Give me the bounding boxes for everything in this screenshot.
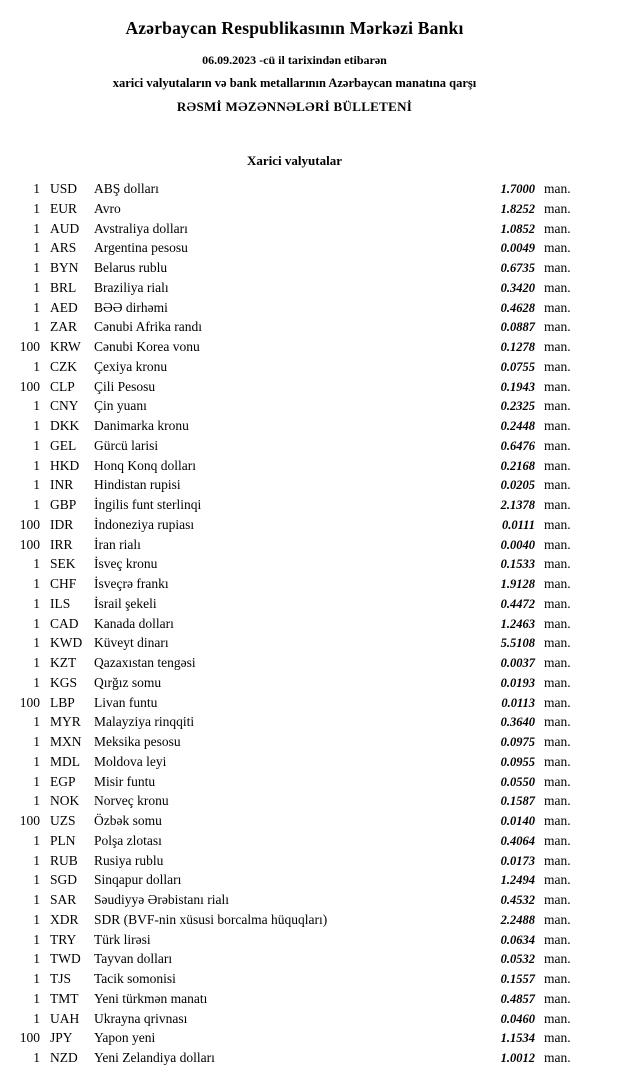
quantity-cell: 100: [19, 536, 40, 552]
quantity-cell: 1: [33, 437, 40, 453]
unit-cell: man.: [544, 1050, 571, 1065]
rate-value-cell: 0.4628: [500, 300, 535, 315]
rate-value-cell: 0.4857: [500, 991, 535, 1006]
currency-name-cell: Avro: [94, 200, 121, 216]
currency-name-cell: İran rialı: [94, 536, 141, 552]
currency-name-cell: Gürcü larisi: [94, 437, 159, 453]
quantity-cell: 100: [19, 1030, 40, 1046]
quantity-cell: 100: [19, 813, 40, 828]
unit-cell: man.: [544, 694, 571, 710]
currency-code-cell: KZT: [50, 655, 77, 670]
rate-value-cell: 0.0111: [502, 517, 535, 532]
quantity-cell: 1: [33, 595, 40, 611]
table-row: [14, 554, 575, 574]
currency-code-cell: TMT: [50, 990, 79, 1006]
rate-value-cell: 0.2168: [500, 458, 535, 473]
table-row: [14, 633, 575, 653]
currency-code-cell: DKK: [50, 418, 80, 433]
table-row: [14, 969, 575, 989]
rate-value-cell: 1.8252: [500, 201, 535, 216]
currency-name-cell: Rusiya rublu: [94, 852, 164, 868]
rate-value-cell: 1.7000: [500, 182, 535, 196]
quantity-cell: 1: [33, 734, 40, 749]
unit-cell: man.: [544, 734, 571, 749]
currency-name-cell: Küveyt dinarı: [94, 635, 169, 651]
table-row: [14, 851, 575, 871]
currency-name-cell: Özbək somu: [94, 813, 162, 828]
unit-cell: man.: [544, 319, 571, 335]
rate-value-cell: 0.4064: [500, 833, 535, 848]
table-row: [14, 1048, 575, 1068]
currency-code-cell: EGP: [50, 773, 76, 789]
quantity-cell: 1: [33, 852, 40, 868]
currency-name-cell: İsveç kronu: [94, 556, 158, 572]
table-row: [14, 772, 575, 792]
rate-value-cell: 0.0460: [500, 1011, 535, 1026]
unit-cell: man.: [544, 872, 571, 888]
currency-name-cell: Kanada dolları: [94, 615, 174, 631]
quantity-cell: 1: [33, 556, 40, 572]
currency-name-cell: Yeni türkmən manatı: [94, 990, 208, 1006]
currency-name-cell: İsveçrə frankı: [94, 576, 169, 591]
rate-value-cell: 0.1533: [500, 557, 535, 572]
rate-value-cell: 1.1534: [500, 1031, 535, 1046]
currency-name-cell: SDR (BVF-nin xüsusi borcalma hüquqları): [94, 911, 328, 927]
table-row: [14, 515, 575, 535]
table-row: [14, 238, 575, 258]
quantity-cell: 1: [33, 1050, 40, 1065]
table-row: [14, 949, 575, 969]
rate-value-cell: 0.3420: [500, 280, 535, 295]
quantity-cell: 1: [33, 497, 40, 512]
rate-value-cell: 0.0532: [500, 952, 535, 967]
currency-name-cell: Ukrayna qrivnası: [94, 1010, 188, 1026]
unit-cell: man.: [544, 260, 571, 275]
currency-code-cell: XDR: [50, 911, 79, 927]
rate-value-cell: 0.0955: [500, 754, 535, 769]
unit-cell: man.: [544, 378, 571, 394]
rate-value-cell: 0.1943: [500, 379, 535, 394]
currency-code-cell: UAH: [50, 1010, 80, 1026]
currency-name-cell: Türk lirəsi: [94, 931, 151, 947]
unit-cell: man.: [544, 477, 571, 493]
currency-code-cell: BYN: [50, 260, 79, 275]
currency-name-cell: Polşa zlotası: [94, 832, 162, 848]
rate-value-cell: 0.0049: [500, 241, 535, 256]
quantity-cell: 1: [33, 358, 40, 374]
subtitle-line-2: RƏSMİ MƏZƏNNƏLƏRİ BÜLLETENİ: [176, 99, 413, 114]
currency-name-cell: İndoneziya rupiası: [94, 516, 195, 532]
rate-value-cell: 0.0634: [500, 932, 535, 947]
currency-code-cell: TRY: [50, 931, 77, 947]
unit-cell: man.: [544, 576, 571, 591]
unit-cell: man.: [544, 398, 571, 414]
table-row: [14, 574, 575, 594]
unit-cell: man.: [544, 714, 571, 730]
rate-value-cell: 0.0113: [501, 695, 535, 710]
rate-value-cell: 0.4532: [500, 893, 535, 907]
currency-name-cell: Argentina pesosu: [94, 240, 188, 256]
rate-value-cell: 0.3640: [500, 715, 535, 730]
currency-code-cell: IRR: [50, 536, 73, 552]
quantity-cell: 1: [33, 181, 40, 196]
quantity-cell: 1: [33, 714, 40, 730]
currency-code-cell: HKD: [50, 457, 80, 473]
unit-cell: man.: [544, 1030, 571, 1046]
table-row: [14, 377, 575, 397]
currency-code-cell: CHF: [50, 576, 77, 591]
rate-value-cell: 0.0205: [500, 478, 535, 493]
currency-name-cell: Çexiya kronu: [94, 358, 168, 374]
quantity-cell: 100: [19, 516, 40, 532]
table-row: [14, 693, 575, 713]
quantity-cell: 1: [33, 872, 40, 888]
unit-cell: man.: [544, 1010, 571, 1026]
rate-value-cell: 1.0012: [500, 1051, 535, 1065]
currency-code-cell: PLN: [50, 832, 76, 848]
currency-name-cell: BƏƏ dirhəmi: [94, 299, 168, 315]
unit-cell: man.: [544, 813, 571, 828]
currency-code-cell: KRW: [50, 339, 81, 354]
quantity-cell: 1: [33, 240, 40, 256]
unit-cell: man.: [544, 181, 571, 196]
rate-value-cell: 0.0040: [500, 537, 535, 552]
quantity-cell: 1: [33, 793, 40, 809]
quantity-cell: 1: [33, 615, 40, 631]
rate-value-cell: 0.1557: [500, 972, 535, 986]
unit-cell: man.: [544, 536, 571, 552]
unit-cell: man.: [544, 990, 571, 1006]
rates-table: [14, 179, 575, 1068]
currency-name-cell: Honq Konq dolları: [94, 457, 196, 473]
table-row: [14, 436, 575, 456]
currency-code-cell: INR: [50, 477, 74, 493]
quantity-cell: 1: [33, 299, 40, 315]
quantity-cell: 1: [33, 931, 40, 947]
rate-value-cell: 1.2494: [500, 873, 535, 888]
unit-cell: man.: [544, 516, 571, 532]
currency-name-cell: Braziliya rialı: [94, 279, 169, 295]
quantity-cell: 1: [33, 418, 40, 433]
quantity-cell: 1: [33, 260, 40, 275]
table-row: [14, 989, 575, 1009]
currency-name-cell: Çin yuanı: [94, 398, 147, 414]
rate-value-cell: 1.9128: [500, 577, 535, 591]
unit-cell: man.: [544, 892, 571, 907]
unit-cell: man.: [544, 457, 571, 473]
unit-cell: man.: [544, 773, 571, 789]
table-row: [14, 179, 575, 199]
currency-name-cell: Yeni Zelandiya dolları: [94, 1050, 215, 1065]
quantity-cell: 1: [33, 951, 40, 967]
rate-value-cell: 0.6476: [500, 438, 535, 453]
currency-code-cell: MDL: [50, 753, 80, 769]
rate-value-cell: 0.0173: [500, 853, 535, 868]
table-row: [14, 791, 575, 811]
table-row: [14, 890, 575, 910]
unit-cell: man.: [544, 753, 571, 769]
currency-code-cell: SEK: [50, 556, 76, 572]
table-row: [14, 219, 575, 239]
currency-name-cell: Avstraliya dolları: [94, 220, 188, 236]
rate-value-cell: 0.0037: [500, 656, 535, 670]
unit-cell: man.: [544, 655, 571, 670]
unit-cell: man.: [544, 497, 571, 512]
currency-code-cell: CNY: [50, 398, 79, 414]
quantity-cell: 1: [33, 655, 40, 670]
currency-code-cell: MYR: [50, 714, 81, 730]
table-row: [14, 258, 575, 278]
currency-code-cell: MXN: [50, 734, 82, 749]
currency-code-cell: NZD: [50, 1050, 78, 1065]
quantity-cell: 1: [33, 457, 40, 473]
quantity-cell: 1: [33, 477, 40, 493]
currency-name-cell: Hindistan rupisi: [94, 477, 181, 493]
rate-value-cell: 0.0140: [500, 814, 535, 828]
rate-value-cell: 0.0975: [500, 735, 535, 749]
currency-code-cell: TJS: [50, 971, 72, 986]
currency-code-cell: USD: [50, 181, 78, 196]
rate-value-cell: 0.0755: [500, 359, 535, 374]
quantity-cell: 1: [33, 1010, 40, 1026]
currency-name-cell: İngilis funt sterlinqi: [94, 497, 202, 512]
quantity-cell: 1: [33, 319, 40, 335]
rate-value-cell: 0.0193: [500, 675, 535, 690]
currency-code-cell: UZS: [50, 813, 76, 828]
currency-code-cell: AED: [50, 299, 78, 315]
table-row: [14, 199, 575, 219]
document-header: [14, 18, 575, 115]
currency-code-cell: RUB: [50, 852, 78, 868]
currency-code-cell: CLP: [50, 378, 75, 394]
quantity-cell: 1: [33, 892, 40, 907]
quantity-cell: 1: [33, 398, 40, 414]
unit-cell: man.: [544, 951, 571, 967]
unit-cell: man.: [544, 931, 571, 947]
currency-name-cell: Tacik somonisi: [94, 971, 176, 986]
unit-cell: man.: [544, 911, 571, 927]
currency-name-cell: Cənubi Afrika randı: [94, 319, 202, 335]
currency-name-cell: ABŞ dolları: [94, 181, 159, 196]
table-row: [14, 396, 575, 416]
currency-code-cell: ILS: [50, 595, 71, 611]
table-row: [14, 337, 575, 357]
unit-cell: man.: [544, 793, 571, 809]
rate-value-cell: 0.1587: [500, 794, 535, 809]
table-row: [14, 317, 575, 337]
currency-code-cell: CZK: [50, 358, 77, 374]
table-row: [14, 614, 575, 634]
unit-cell: man.: [544, 674, 571, 690]
currency-code-cell: KWD: [50, 635, 83, 651]
unit-cell: man.: [544, 635, 571, 651]
table-row: [14, 712, 575, 732]
currency-code-cell: CAD: [50, 615, 79, 631]
quantity-cell: 1: [33, 576, 40, 591]
table-row: [14, 1028, 575, 1048]
currency-name-cell: Cənubi Korea vonu: [94, 339, 200, 354]
currency-name-cell: Misir funtu: [94, 773, 156, 789]
unit-cell: man.: [544, 339, 571, 354]
table-row: [14, 475, 575, 495]
currency-code-cell: EUR: [50, 200, 77, 216]
quantity-cell: 1: [33, 911, 40, 927]
quantity-cell: 1: [33, 971, 40, 986]
unit-cell: man.: [544, 299, 571, 315]
currency-name-cell: İsrail şekeli: [94, 595, 157, 611]
table-row: [14, 732, 575, 752]
unit-cell: man.: [544, 220, 571, 236]
currency-name-cell: Danimarka kronu: [94, 418, 189, 433]
subtitle-line-1: xarici valyutaların və bank metallarının Azərbaycan manatına qarşı: [112, 76, 477, 90]
rate-value-cell: 1.2463: [500, 616, 535, 631]
rate-value-cell: 0.4472: [500, 596, 535, 611]
unit-cell: man.: [544, 556, 571, 572]
quantity-cell: 1: [33, 674, 40, 690]
currency-name-cell: Çili Pesosu: [94, 378, 156, 394]
unit-cell: man.: [544, 418, 571, 433]
table-row: [14, 910, 575, 930]
bank-title: Azərbaycan Respublikasının Mərkəzi Bankı: [125, 18, 464, 38]
currency-name-cell: Səudiyyə Ərəbistanı rialı: [94, 892, 229, 907]
unit-cell: man.: [544, 279, 571, 295]
rate-value-cell: 2.2488: [500, 912, 535, 927]
rate-value-cell: 2.1378: [500, 498, 535, 512]
unit-cell: man.: [544, 971, 571, 986]
currency-code-cell: TWD: [50, 951, 81, 967]
rate-value-cell: 0.1278: [500, 340, 535, 354]
quantity-cell: 1: [33, 279, 40, 295]
currency-name-cell: Belarus rublu: [94, 260, 168, 275]
currency-code-cell: NOK: [50, 793, 80, 809]
table-row: [14, 752, 575, 772]
currency-code-cell: AUD: [50, 220, 80, 236]
rate-value-cell: 5.5108: [500, 636, 535, 651]
rate-value-cell: 0.0550: [500, 774, 535, 789]
currency-code-cell: LBP: [50, 694, 75, 710]
quantity-cell: 1: [33, 753, 40, 769]
table-row: [14, 278, 575, 298]
rate-value-cell: 0.2448: [500, 419, 535, 433]
rate-value-cell: 0.0887: [500, 320, 535, 335]
table-row: [14, 535, 575, 555]
unit-cell: man.: [544, 615, 571, 631]
quantity-cell: 1: [33, 200, 40, 216]
unit-cell: man.: [544, 852, 571, 868]
quantity-cell: 1: [33, 220, 40, 236]
currency-code-cell: GBP: [50, 497, 77, 512]
table-row: [14, 811, 575, 831]
currency-code-cell: JPY: [50, 1030, 73, 1046]
currency-name-cell: Norveç kronu: [94, 793, 169, 809]
currency-name-cell: Sinqapur dolları: [94, 872, 182, 888]
unit-cell: man.: [544, 832, 571, 848]
table-row: [14, 653, 575, 673]
table-row: [14, 930, 575, 950]
currency-name-cell: Tayvan dolları: [94, 951, 173, 967]
effective-date-line: 06.09.2023 -cü il tarixindən etibarən: [202, 53, 387, 67]
quantity-cell: 100: [19, 378, 40, 394]
unit-cell: man.: [544, 437, 571, 453]
rate-value-cell: 0.2325: [500, 399, 535, 414]
unit-cell: man.: [544, 358, 571, 374]
table-row: [14, 1009, 575, 1029]
quantity-cell: 100: [19, 339, 40, 354]
currency-code-cell: IDR: [50, 516, 74, 532]
table-row: [14, 594, 575, 614]
currency-code-cell: SAR: [50, 892, 77, 907]
currency-code-cell: KGS: [50, 674, 78, 690]
quantity-cell: 1: [33, 635, 40, 651]
currency-code-cell: BRL: [50, 279, 77, 295]
currency-name-cell: Meksika pesosu: [94, 734, 181, 749]
unit-cell: man.: [544, 595, 571, 611]
table-row: [14, 673, 575, 693]
rate-value-cell: 1.0852: [500, 221, 535, 236]
rate-value-cell: 0.6735: [500, 261, 535, 275]
quantity-cell: 1: [33, 832, 40, 848]
currency-code-cell: ZAR: [50, 319, 77, 335]
quantity-cell: 1: [33, 773, 40, 789]
table-row: [14, 416, 575, 436]
table-row: [14, 831, 575, 851]
table-row: [14, 495, 575, 515]
unit-cell: man.: [544, 200, 571, 216]
unit-cell: man.: [544, 240, 571, 256]
quantity-cell: 1: [33, 990, 40, 1006]
currency-name-cell: Yapon yeni: [94, 1030, 156, 1046]
currency-name-cell: Malayziya rinqqiti: [94, 714, 195, 730]
currency-name-cell: Moldova leyi: [94, 753, 167, 769]
section-title-foreign-currencies: Xarici valyutalar: [247, 153, 342, 168]
currency-code-cell: GEL: [50, 437, 77, 453]
currency-name-cell: Qazaxıstan tengəsi: [94, 655, 196, 670]
table-row: [14, 298, 575, 318]
currency-code-cell: ARS: [50, 240, 77, 256]
table-row: [14, 456, 575, 476]
quantity-cell: 100: [19, 694, 40, 710]
table-row: [14, 357, 575, 377]
currency-name-cell: Qırğız somu: [94, 674, 162, 690]
currency-name-cell: Livan funtu: [94, 694, 158, 710]
table-row: [14, 870, 575, 890]
currency-code-cell: SGD: [50, 872, 78, 888]
